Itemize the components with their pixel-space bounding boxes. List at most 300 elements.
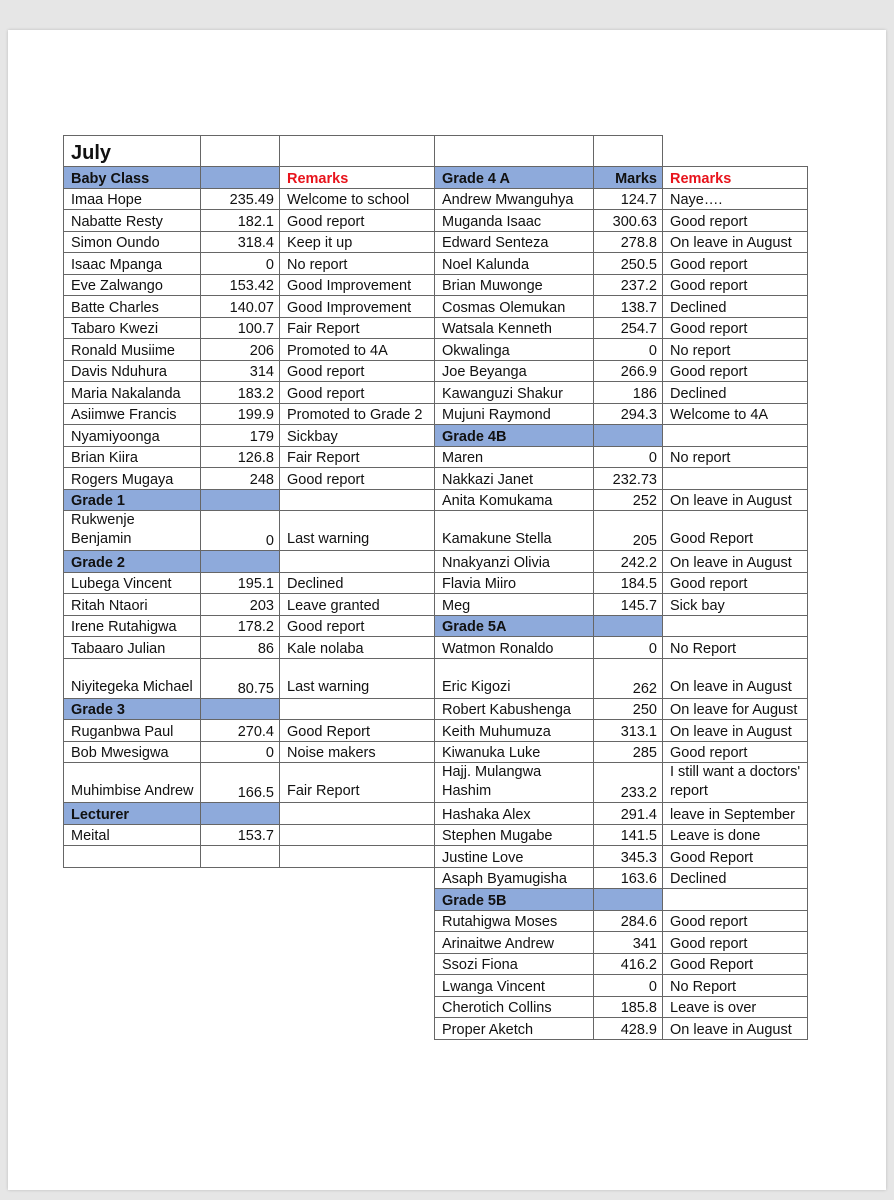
marks-cell xyxy=(200,231,280,254)
name-cell xyxy=(63,338,201,361)
student-remark: Good Report xyxy=(670,957,754,973)
left-table-marks-header xyxy=(200,550,280,573)
marks-cell xyxy=(200,762,280,803)
remark-cell xyxy=(279,510,435,551)
remark-cell xyxy=(662,338,808,361)
left-table-remarks-header xyxy=(279,698,435,721)
student-remark: Good report xyxy=(670,914,748,930)
marks-cell xyxy=(593,741,663,764)
name-cell xyxy=(434,209,594,232)
remark-cell xyxy=(662,867,808,890)
student-name: Justine Love xyxy=(442,849,524,866)
marks-cell xyxy=(593,188,663,211)
name-cell xyxy=(63,719,201,742)
marks-cell xyxy=(200,510,280,551)
student-marks: 183.2 xyxy=(237,385,274,402)
student-marks: 178.2 xyxy=(237,619,274,635)
right-table-remarks-header xyxy=(662,166,808,189)
student-marks: 266.9 xyxy=(620,364,657,380)
student-name: Rutahigwa Moses xyxy=(442,914,558,930)
student-remark: Promoted to 4A xyxy=(287,342,388,359)
name-cell xyxy=(434,974,594,997)
remark-cell xyxy=(279,295,435,318)
remark-cell xyxy=(662,274,808,297)
student-marks: 145.7 xyxy=(620,597,657,614)
name-cell xyxy=(434,572,594,595)
student-remark: On leave in August xyxy=(670,493,792,509)
student-marks: 284.6 xyxy=(620,914,657,930)
remark-cell xyxy=(279,467,435,490)
name-cell xyxy=(434,741,594,764)
student-marks: 182.1 xyxy=(237,213,274,230)
remark-cell xyxy=(279,360,435,383)
marks-cell xyxy=(593,489,663,512)
student-name: Stephen Mugabe xyxy=(442,828,553,844)
student-marks: 314 xyxy=(249,364,274,380)
student-name: Cherotich Collins xyxy=(442,1000,552,1016)
remark-cell xyxy=(662,317,808,340)
marks-cell xyxy=(593,867,663,890)
marks-cell xyxy=(200,317,280,340)
student-remark: Good report xyxy=(670,364,748,380)
name-cell xyxy=(434,867,594,890)
name-cell xyxy=(434,953,594,976)
student-name: Tabaaro Julian xyxy=(71,640,166,657)
marks-cell xyxy=(593,953,663,976)
student-name: Isaac Mpanga xyxy=(71,256,163,273)
marks-cell xyxy=(200,295,280,318)
remark-cell xyxy=(279,615,435,638)
name-cell xyxy=(434,381,594,404)
name-cell xyxy=(434,931,594,954)
remark-cell xyxy=(662,188,808,211)
student-name: Nnakyanzi Olivia xyxy=(442,554,550,571)
student-name: Rogers Mugaya xyxy=(71,471,174,488)
remark-cell xyxy=(662,252,808,275)
student-name: Simon Oundo xyxy=(71,235,160,251)
name-cell xyxy=(63,845,201,868)
remark-cell xyxy=(662,593,808,616)
marks-cell xyxy=(593,381,663,404)
section-label: Lecturer xyxy=(71,806,130,823)
section-label: Baby Class xyxy=(71,170,150,187)
remark-cell xyxy=(279,845,435,868)
name-cell xyxy=(434,762,594,803)
remark-cell xyxy=(279,446,435,469)
right-table-remarks-header xyxy=(662,424,808,447)
student-remark: Naye…. xyxy=(670,192,723,208)
name-cell xyxy=(434,658,594,699)
student-name: Ritah Ntaori xyxy=(71,597,148,614)
student-name: Robert Kabushenga xyxy=(442,702,571,718)
name-cell xyxy=(434,550,594,573)
student-remark: On leave in August xyxy=(670,235,792,251)
student-remark: Good report xyxy=(670,278,748,294)
title-cell xyxy=(63,135,201,167)
name-cell xyxy=(63,593,201,616)
name-cell xyxy=(434,910,594,933)
student-remark: Fair Report xyxy=(287,783,360,799)
student-remark: Good Report xyxy=(670,849,754,866)
student-name: Niyitegeka Michael xyxy=(71,678,193,695)
name-cell xyxy=(434,317,594,340)
student-name: Lubega Vincent xyxy=(71,576,172,592)
student-marks: 184.5 xyxy=(620,576,657,592)
empty-cell xyxy=(434,135,594,167)
remark-cell xyxy=(662,550,808,573)
student-name: Kiwanuka Luke xyxy=(442,745,541,761)
marks-cell xyxy=(593,658,663,699)
student-remark: Fair Report xyxy=(287,321,360,337)
remark-cell xyxy=(662,658,808,699)
right-table-remarks-header xyxy=(662,888,808,911)
remark-cell xyxy=(662,845,808,868)
marks-cell xyxy=(593,719,663,742)
student-marks: 232.73 xyxy=(612,471,657,488)
student-remark: No report xyxy=(670,342,731,359)
student-remark: Leave is done xyxy=(670,828,761,844)
marks-cell xyxy=(200,338,280,361)
marks-cell xyxy=(593,274,663,297)
marks-cell xyxy=(593,910,663,933)
left-table-remarks-header xyxy=(279,550,435,573)
remark-cell xyxy=(662,931,808,954)
remark-cell xyxy=(662,698,808,721)
student-marks: 428.9 xyxy=(620,1021,657,1038)
remarks-column-label: Remarks xyxy=(670,170,732,187)
student-remark: Declined xyxy=(670,871,727,887)
student-marks: 0 xyxy=(265,745,274,761)
section-label: Grade 2 xyxy=(71,554,125,571)
section-label: Grade 4B xyxy=(442,428,507,445)
remark-cell xyxy=(662,403,808,426)
student-marks: 206 xyxy=(249,342,274,359)
remark-cell xyxy=(279,719,435,742)
student-marks: 233.2 xyxy=(620,785,657,801)
student-remark: No report xyxy=(287,256,348,273)
sheet-title: July xyxy=(71,142,112,164)
marks-cell xyxy=(200,252,280,275)
name-cell xyxy=(434,636,594,659)
student-remark: Good report xyxy=(670,935,748,952)
left-table-marks-header xyxy=(200,489,280,512)
right-table-remarks-header xyxy=(662,615,808,638)
student-name: Watsala Kenneth xyxy=(442,321,552,337)
student-remark: No Report xyxy=(670,978,737,995)
left-table-section-header xyxy=(63,166,201,189)
marks-cell xyxy=(593,467,663,490)
name-cell xyxy=(434,446,594,469)
marks-cell xyxy=(200,274,280,297)
name-cell xyxy=(434,252,594,275)
student-remark: On leave in August xyxy=(670,554,792,571)
left-table-marks-header xyxy=(200,166,280,189)
student-marks: 248 xyxy=(249,471,274,488)
empty-cell xyxy=(279,135,435,167)
name-cell xyxy=(63,209,201,232)
student-remark: Fair Report xyxy=(287,450,360,466)
marks-cell xyxy=(593,762,663,803)
remark-cell xyxy=(279,424,435,447)
name-cell xyxy=(434,845,594,868)
marks-cell xyxy=(593,931,663,954)
name-cell xyxy=(63,252,201,275)
student-name: Proper Aketch xyxy=(442,1021,534,1038)
student-marks: 163.6 xyxy=(620,871,657,887)
name-cell xyxy=(63,274,201,297)
marks-cell xyxy=(200,741,280,764)
student-marks: 345.3 xyxy=(620,849,657,866)
student-marks: 252 xyxy=(632,493,657,509)
student-remark: On leave in August xyxy=(670,723,792,740)
remark-cell xyxy=(662,953,808,976)
left-table-section-header xyxy=(63,550,201,573)
student-name: Ruganbwa Paul xyxy=(71,723,174,740)
student-marks: 195.1 xyxy=(237,576,274,592)
student-remark: No Report xyxy=(670,640,737,657)
student-remark: leave in September xyxy=(670,806,795,823)
student-name: Nakkazi Janet xyxy=(442,471,534,488)
student-name: Kamakune Stella xyxy=(442,531,552,547)
student-name: Muhimbise Andrew xyxy=(71,783,194,799)
remark-cell xyxy=(279,658,435,699)
student-name: Edward Senteza xyxy=(442,235,549,251)
student-marks: 278.8 xyxy=(620,235,657,251)
name-cell xyxy=(63,446,201,469)
remark-cell xyxy=(279,338,435,361)
name-cell xyxy=(434,593,594,616)
name-cell xyxy=(63,403,201,426)
student-marks: 185.8 xyxy=(620,1000,657,1016)
student-remark: I still want a doctors' report xyxy=(670,764,801,799)
name-cell xyxy=(63,295,201,318)
right-table-section-header xyxy=(434,424,594,447)
student-marks: 186 xyxy=(632,385,657,402)
marks-cell xyxy=(593,252,663,275)
name-cell xyxy=(434,719,594,742)
name-cell xyxy=(63,741,201,764)
name-cell xyxy=(434,802,594,825)
student-name: Ssozi Fiona xyxy=(442,957,518,973)
student-name: Mujuni Raymond xyxy=(442,407,551,423)
remark-cell xyxy=(662,510,808,551)
marks-cell xyxy=(200,188,280,211)
student-marks: 250 xyxy=(632,702,657,718)
marks-cell xyxy=(593,295,663,318)
left-table-remarks-header xyxy=(279,802,435,825)
remark-cell xyxy=(662,719,808,742)
student-remark: Declined xyxy=(287,576,344,592)
student-name: Rukwenje Benjamin xyxy=(71,512,135,547)
name-cell xyxy=(434,403,594,426)
student-name: Maria Nakalanda xyxy=(71,385,181,402)
student-marks: 235.49 xyxy=(229,192,274,208)
student-name: Batte Charles xyxy=(71,299,159,316)
student-marks: 294.3 xyxy=(620,407,657,423)
student-name: Kawanguzi Shakur xyxy=(442,385,563,402)
marks-cell xyxy=(593,403,663,426)
marks-cell xyxy=(593,338,663,361)
remark-cell xyxy=(662,824,808,847)
student-marks: 138.7 xyxy=(620,299,657,316)
student-marks: 270.4 xyxy=(237,723,274,740)
name-cell xyxy=(434,188,594,211)
student-marks: 141.5 xyxy=(620,828,657,844)
student-remark: Last warning xyxy=(287,678,370,695)
student-remark: Good Report xyxy=(287,723,371,740)
student-name: Brian Kiira xyxy=(71,450,138,466)
name-cell xyxy=(63,317,201,340)
student-marks: 318.4 xyxy=(237,235,274,251)
student-marks: 80.75 xyxy=(237,680,274,697)
remark-cell xyxy=(662,489,808,512)
student-remark: On leave for August xyxy=(670,702,798,718)
left-table-marks-header xyxy=(200,698,280,721)
remark-cell xyxy=(279,762,435,803)
remark-cell xyxy=(662,741,808,764)
student-marks: 0 xyxy=(648,978,657,995)
name-cell xyxy=(63,572,201,595)
remark-cell xyxy=(279,317,435,340)
student-marks: 124.7 xyxy=(620,192,657,208)
student-name: Eric Kigozi xyxy=(442,678,511,695)
student-name: Lwanga Vincent xyxy=(442,978,545,995)
student-name: Tabaro Kwezi xyxy=(71,321,159,337)
remark-cell xyxy=(279,252,435,275)
student-remark: Good report xyxy=(287,619,365,635)
student-remark: No report xyxy=(670,450,731,466)
name-cell xyxy=(434,824,594,847)
document-page xyxy=(8,30,886,1190)
student-name: Davis Nduhura xyxy=(71,364,167,380)
student-name: Joe Beyanga xyxy=(442,364,527,380)
remark-cell xyxy=(662,295,808,318)
right-table-marks-header xyxy=(593,615,663,638)
remark-cell xyxy=(279,824,435,847)
remark-cell xyxy=(662,974,808,997)
name-cell xyxy=(434,295,594,318)
remark-cell xyxy=(279,231,435,254)
student-marks: 341 xyxy=(632,935,657,952)
name-cell xyxy=(434,489,594,512)
student-remark: Sick bay xyxy=(670,597,725,614)
student-remark: Welcome to school xyxy=(287,192,410,208)
student-name: Meg xyxy=(442,597,471,614)
remark-cell xyxy=(279,636,435,659)
student-remark: Good report xyxy=(287,364,365,380)
marks-cell xyxy=(593,360,663,383)
name-cell xyxy=(434,996,594,1019)
marks-cell xyxy=(200,467,280,490)
student-remark: Good report xyxy=(287,471,365,488)
student-marks: 262 xyxy=(632,680,657,697)
marks-cell xyxy=(593,974,663,997)
remark-cell xyxy=(279,572,435,595)
name-cell xyxy=(63,824,201,847)
remark-cell xyxy=(279,741,435,764)
student-name: Imaa Hope xyxy=(71,192,142,208)
student-name: Bob Mwesigwa xyxy=(71,745,169,761)
student-remark: Good Improvement xyxy=(287,299,412,316)
right-table-marks-header xyxy=(593,424,663,447)
student-marks: 166.5 xyxy=(237,785,274,801)
left-table-marks-header xyxy=(200,802,280,825)
student-remark: Noise makers xyxy=(287,745,376,761)
student-marks: 291.4 xyxy=(620,806,657,823)
student-remark: Promoted to Grade 2 xyxy=(287,407,423,423)
marks-cell xyxy=(200,572,280,595)
marks-cell xyxy=(593,845,663,868)
remark-cell xyxy=(279,209,435,232)
marks-cell xyxy=(593,209,663,232)
student-remark: Good report xyxy=(670,576,748,592)
marks-cell xyxy=(593,824,663,847)
student-name: Nyamiyoonga xyxy=(71,428,160,445)
name-cell xyxy=(434,467,594,490)
student-remark: Kale nolaba xyxy=(287,640,364,657)
remark-cell xyxy=(662,762,808,803)
student-marks: 416.2 xyxy=(620,957,657,973)
remark-cell xyxy=(662,802,808,825)
student-name: Nabatte Resty xyxy=(71,213,163,230)
student-remark: Leave granted xyxy=(287,597,380,614)
name-cell xyxy=(63,636,201,659)
remark-cell xyxy=(279,403,435,426)
left-table-section-header xyxy=(63,698,201,721)
student-marks: 153.7 xyxy=(237,828,274,844)
student-remark: On leave in August xyxy=(670,678,792,695)
marks-cell xyxy=(593,636,663,659)
left-table-remarks-header xyxy=(279,489,435,512)
student-remark: Last warning xyxy=(287,531,370,547)
student-marks: 300.63 xyxy=(612,213,657,230)
name-cell xyxy=(63,615,201,638)
student-remark: Good report xyxy=(670,213,748,230)
student-marks: 205 xyxy=(632,533,657,549)
student-name: Eve Zalwango xyxy=(71,278,163,294)
marks-cell xyxy=(200,446,280,469)
student-marks: 237.2 xyxy=(620,278,657,294)
marks-cell xyxy=(593,593,663,616)
student-marks: 199.9 xyxy=(237,407,274,423)
marks-cell xyxy=(200,845,280,868)
empty-cell xyxy=(593,135,663,167)
remark-cell xyxy=(662,209,808,232)
remark-cell xyxy=(662,381,808,404)
section-label: Grade 3 xyxy=(71,702,125,718)
remark-cell xyxy=(662,231,808,254)
student-name: Noel Kalunda xyxy=(442,256,530,273)
left-table-section-header xyxy=(63,802,201,825)
name-cell xyxy=(434,360,594,383)
marks-cell xyxy=(200,636,280,659)
student-remark: Good report xyxy=(670,256,748,273)
remark-cell xyxy=(279,274,435,297)
name-cell xyxy=(63,231,201,254)
marks-cell xyxy=(593,802,663,825)
name-cell xyxy=(63,188,201,211)
student-marks: 100.7 xyxy=(237,321,274,337)
name-cell xyxy=(434,698,594,721)
student-name: Keith Muhumuza xyxy=(442,723,551,740)
student-name: Arinaitwe Andrew xyxy=(442,935,555,952)
name-cell xyxy=(434,231,594,254)
empty-cell xyxy=(200,135,280,167)
right-table-marks-header xyxy=(593,166,663,189)
student-remark: Good Improvement xyxy=(287,278,412,294)
student-marks: 285 xyxy=(632,745,657,761)
student-marks: 0 xyxy=(265,533,274,549)
